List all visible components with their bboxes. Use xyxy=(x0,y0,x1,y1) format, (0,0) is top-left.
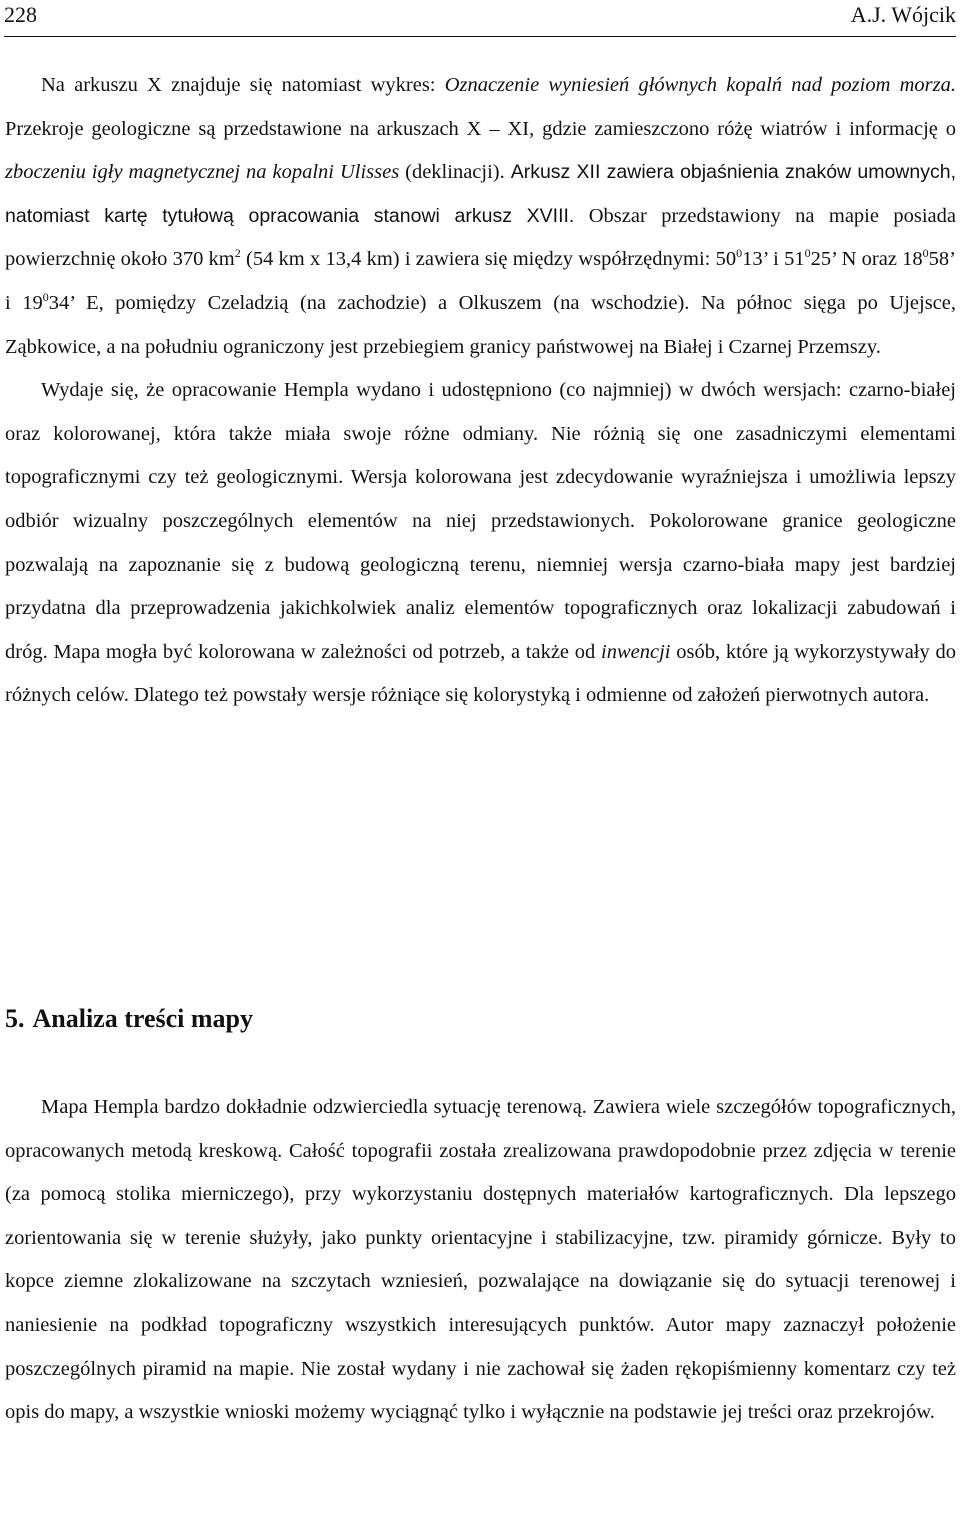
page-number: 228 xyxy=(4,2,37,27)
degree-superscript: 0 xyxy=(42,289,49,304)
italic-title: Oznaczenie wyniesień głównych kopalń nad poziom morza. xyxy=(444,74,956,96)
text-run: (54 km x 13,4 km) i zawiera się między współrzędnymi: 50 xyxy=(240,248,737,271)
text-run: Wydaje się, że opracowanie Hempla wydano i udostępniono (co najmniej) w dwóch wersjach: czarno-białej oraz kolorowanej, która także miała swoje różne odmiany. Nie różnią się one zasadniczymi elementami topograficznymi czy też geologicznymi. Wersja kolorowana jest zdecydowanie wyraźniejsza i umożliwia lepszy odbiór wizualny poszczególnych elementów na niej przedstawionych. Pokolorowane granice geologiczne pozwalają na zapoznanie się z budową geologiczną terenu, niemniej wersja czarno-biała mapy jest bardziej przydatna dla przeprowadzenia jakichkolwiek analiz elementów topograficznych oraz lokalizacji zabudowań i dróg. Mapa mogła być kolorowana w zależności od potrzeb, a także od xyxy=(5,379,956,663)
paragraph-map-versions xyxy=(5,369,956,718)
running-author: A.J. Wójcik xyxy=(850,2,956,27)
text-run: 34’ E, pomiędzy Czeladzią (na zachodzie) a Olkuszem (na wschodzie). Na północ sięga po Ujejsce, Ząbkowice, a na południu ograniczony jest przebiegiem granicy państwowej na Białej i Czarnej Przemszy. xyxy=(5,291,956,358)
degree-superscript: 0 xyxy=(922,246,929,261)
degree-superscript: 0 xyxy=(736,246,743,261)
section-heading xyxy=(5,999,253,1039)
degree-superscript: 0 xyxy=(804,246,811,261)
italic-word: inwencji xyxy=(601,640,671,663)
paragraph-sheets-description xyxy=(5,64,956,369)
text-run: Mapa Hempla bardzo dokładnie odzwierciedla sytuację terenową. Zawiera wiele szczegółów topograficznych, opracowanych metodą kreskową. Całość topografii została zrealizowana prawdopodobnie przez zdjęcia w terenie (za pomocą stolika mierniczego), przy wykorzystaniu dostępnych materiałów kartograficznych. Dla lepszego zorientowania się w terenie służyły, jako punkty orientacyjne i stabilizacyjne, tzw. piramidy górnicze. Były to kopce ziemne zlokalizowane na szczytach wzniesień, pozwalające na dowiązanie się do sytuacji terenowej i naniesienie na podkład topograficzny wszystkich interesujących punktów. Autor mapy zaznaczył położenie poszczególnych piramid na mapie. Nie został wydany i nie zachował się żaden rękopiśmienny komentarz czy też opis do mapy, a wszystkie wnioski możemy wyciągnąć tylko i wyłącznie na podstawie jej treści oraz przekrojów. xyxy=(5,1096,956,1424)
superscript: 2 xyxy=(234,246,241,261)
text-run: Na arkuszu X znajduje się natomiast wykres: xyxy=(41,74,445,96)
text-run: (deklinacji). xyxy=(399,161,511,184)
text-run: Przekroje geologiczne są przedstawione na arkuszach X – XI, gdzie zamieszczono różę wiatrów i informację o xyxy=(5,117,956,140)
text-run: 58’ i 19 xyxy=(5,248,956,314)
sans-text-run: Arkusz XII zawiera objaśnienia znaków umownych, natomiast kartę tytułową opracowania stanowi arkusz XVIII. xyxy=(5,161,956,227)
section-title: Analiza treści mapy xyxy=(32,1004,253,1033)
running-header xyxy=(4,2,956,28)
text-run: 25’ N oraz 18 xyxy=(810,248,923,271)
section-number: 5. xyxy=(5,1004,25,1033)
body-text-bottom xyxy=(5,1086,956,1435)
paragraph-map-analysis xyxy=(5,1086,956,1435)
header-rule xyxy=(4,36,956,37)
text-run: 13’ i 51 xyxy=(742,248,805,271)
text-run: osób, które ją wykorzystywały do różnych celów. Dlatego też powstały wersje różniące się kolorystyką i odmienne od założeń pierwotnych autora. xyxy=(5,640,956,707)
body-text-top xyxy=(5,64,956,718)
text-run: Obszar przedstawiony na mapie posiada powierzchnię około 370 km xyxy=(5,204,956,271)
italic-phrase: zboczeniu igły magnetycznej na kopalni Ulisses xyxy=(5,161,400,184)
